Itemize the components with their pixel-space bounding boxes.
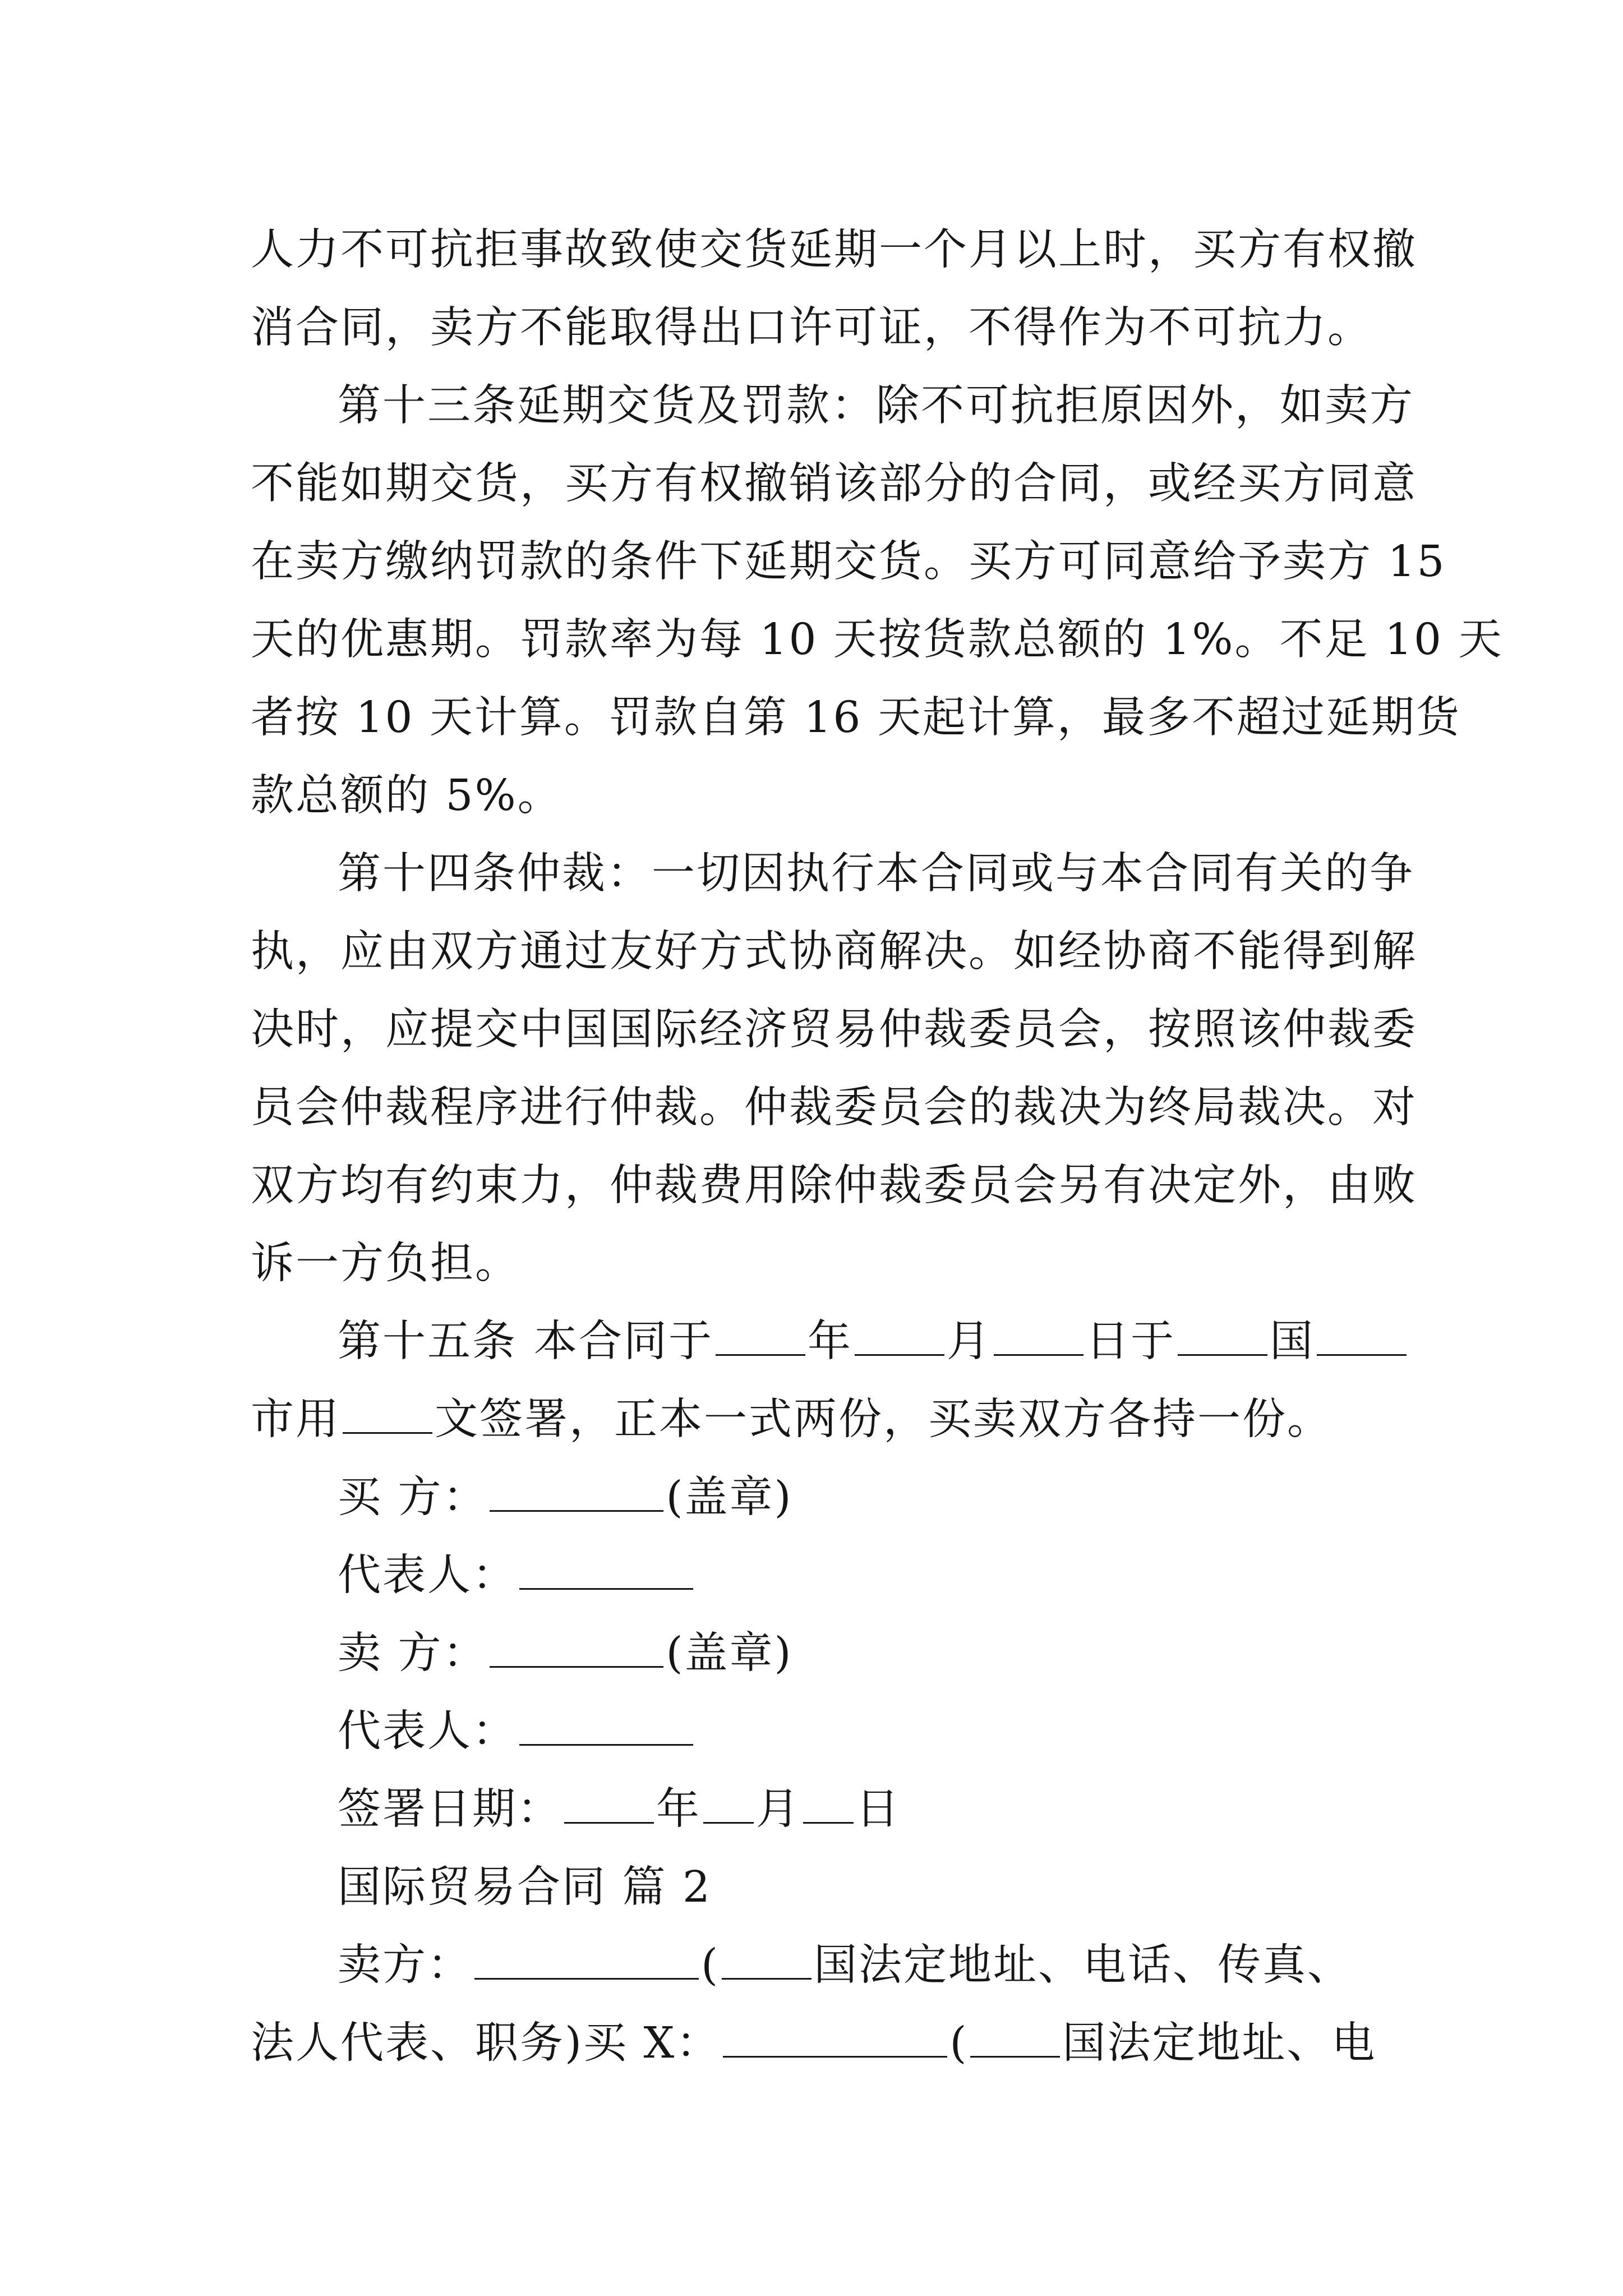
sign-month-blank xyxy=(703,1783,754,1824)
country-label: 国 xyxy=(1270,1317,1315,1366)
paragraph-line: 天的优惠期。罚款率为每 10 天按货款总额的 1%。不足 10 天 xyxy=(251,615,1504,665)
date-label: 签署日期： xyxy=(338,1784,562,1834)
paragraph-line: 员会仲裁程序进行仲裁。仲裁委员会的裁决为终局裁决。对 xyxy=(251,1083,1417,1133)
paragraph-line: 人力不可抗拒事故致使交货延期一个月以上时，买方有权撤 xyxy=(251,225,1417,275)
buyer-rep-blank xyxy=(519,1549,693,1590)
year-blank xyxy=(716,1315,805,1356)
paragraph-line: 款总额的 5%。 xyxy=(251,771,562,821)
sign-day-blank xyxy=(803,1783,854,1824)
paragraph-line: 双方均有约束力，仲裁费用除仲裁委员会另有决定外，由败 xyxy=(251,1161,1417,1211)
buyer-blank xyxy=(490,1471,663,1512)
day-blank xyxy=(994,1315,1083,1356)
paragraph-line: 执，应由双方通过友好方式协商解决。如经协商不能得到解 xyxy=(251,927,1417,977)
month-label: 月 xyxy=(947,1317,992,1366)
article-13-start: 第十三条延期交货及罚款：除不可抗拒原因外，如卖方 xyxy=(338,381,1414,431)
paragraph-line: 者按 10 天计算。罚款自第 16 天起计算，最多不超过延期货 xyxy=(251,693,1461,743)
paragraph-line: 诉一方负担。 xyxy=(251,1239,520,1289)
seller-signature-line xyxy=(251,1614,1372,1692)
language-blank xyxy=(343,1393,432,1434)
sign-month-label: 月 xyxy=(756,1784,801,1834)
paragraph-line: 在卖方缴纳罚款的条件下延期交货。买方可同意给予卖方 15 xyxy=(251,537,1446,587)
seller-blank xyxy=(490,1627,663,1668)
seller-label: 卖 方： xyxy=(338,1628,488,1678)
section-2-seller-line xyxy=(251,1926,1372,2004)
s2-buyer-paren: ( xyxy=(949,2018,969,2068)
s2-line2-rest: 国法定地址、电 xyxy=(1062,2018,1377,2068)
s2-seller-rest: 国法定地址、电话、传真、 xyxy=(814,1940,1353,1990)
year-label: 年 xyxy=(808,1317,852,1366)
seller-rep-blank xyxy=(519,1705,693,1746)
article-14-start: 第十四条仲裁：一切因执行本合同或与本合同有关的争 xyxy=(338,849,1414,899)
s2-seller-label: 卖方： xyxy=(338,1940,472,1990)
seller-rep-line xyxy=(251,1692,1372,1770)
country-blank xyxy=(1178,1315,1267,1356)
sign-day-label: 日 xyxy=(856,1784,901,1834)
rep-label: 代表人： xyxy=(338,1550,517,1600)
sign-year-blank xyxy=(564,1783,654,1824)
sign-year-label: 年 xyxy=(656,1784,701,1834)
sign-date-line xyxy=(251,1770,1372,1848)
document-body xyxy=(251,211,1504,2082)
article-15-number: 第十五条 xyxy=(338,1317,517,1366)
article-15-rest: 文签署，正本一式两份，买卖双方各持一份。 xyxy=(435,1395,1332,1444)
section-2-buyer-line xyxy=(251,2004,1377,2082)
s2-seller-paren: ( xyxy=(701,1940,720,1990)
section-2-title: 国际贸易合同 篇 2 xyxy=(338,1862,712,1912)
city-blank xyxy=(1317,1315,1407,1356)
article-15-line-2 xyxy=(251,1381,1372,1458)
s2-seller-country-blank xyxy=(722,1939,811,1980)
month-blank xyxy=(855,1315,944,1356)
s2-seller-blank xyxy=(474,1939,699,1980)
paragraph-line: 不能如期交货，买方有权撤销该部分的合同，或经买方同意 xyxy=(251,459,1417,509)
buyer-label: 买 方： xyxy=(338,1473,488,1522)
rep-label: 代表人： xyxy=(338,1706,517,1756)
paragraph-line: 决时，应提交中国国际经济贸易仲裁委员会，按照该仲裁委 xyxy=(251,1005,1417,1055)
buyer-seal: (盖章) xyxy=(666,1473,793,1522)
article-15-text: 本合同于 xyxy=(534,1317,713,1366)
day-label: 日于 xyxy=(1086,1317,1175,1366)
article-15-line xyxy=(251,1303,1372,1381)
city-label: 市用 xyxy=(251,1395,340,1444)
s2-buyer-blank xyxy=(723,2017,947,2058)
buyer-rep-line xyxy=(251,1536,1372,1614)
seller-seal: (盖章) xyxy=(666,1628,793,1678)
paragraph-line: 消合同，卖方不能取得出口许可证，不得作为不可抗力。 xyxy=(251,303,1372,353)
buyer-signature-line xyxy=(251,1458,1372,1536)
s2-line2-a: 法人代表、职务)买 X： xyxy=(251,2018,721,2068)
s2-buyer-country-blank xyxy=(970,2017,1060,2058)
